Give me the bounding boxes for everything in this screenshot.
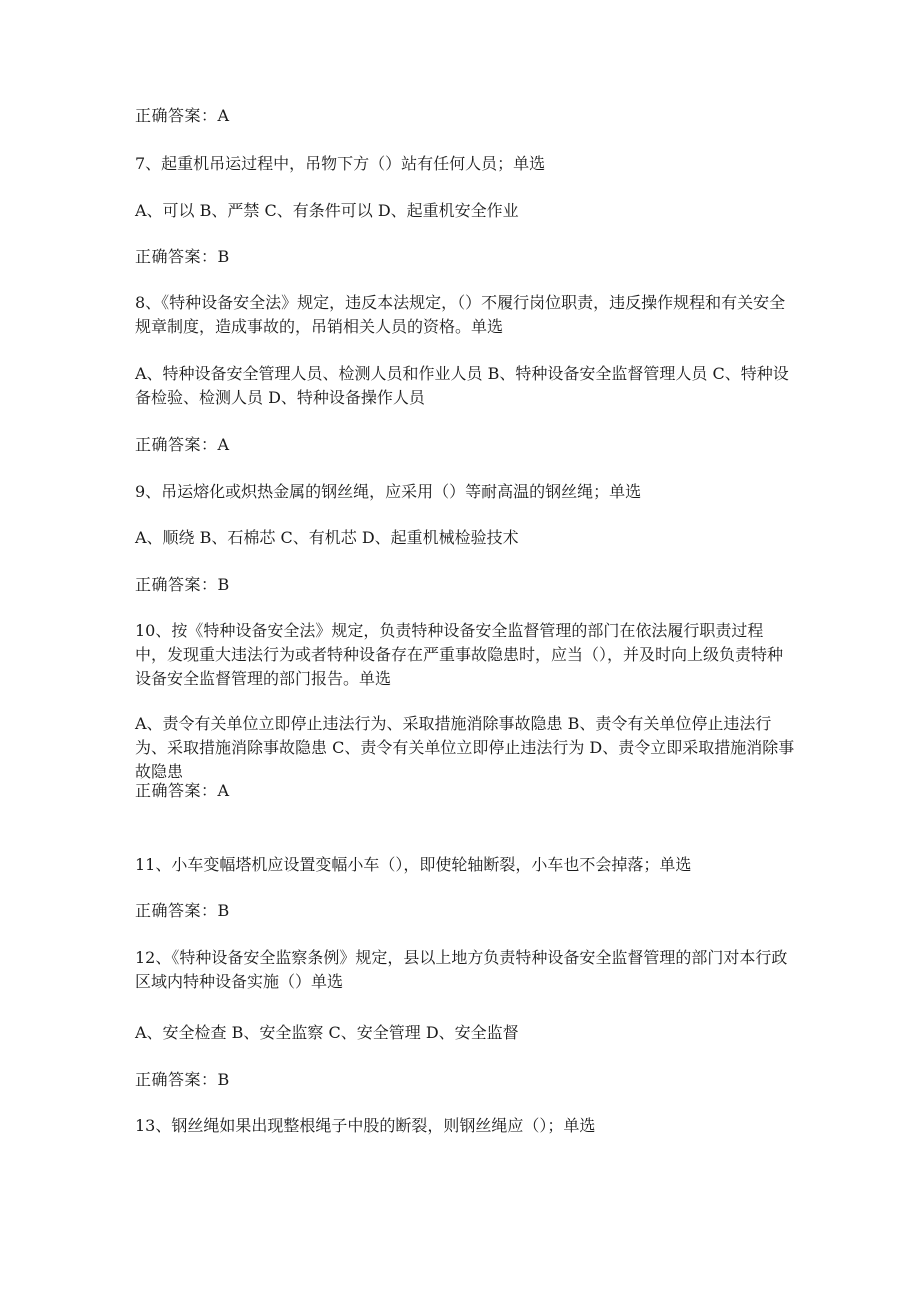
answer-11: 正确答案：B	[135, 901, 230, 920]
question-12: 12、《特种设备安全监察条例》规定，县以上地方负责特种设备安全监督管理的部门对本行政区域内特种设备实施（）单选	[135, 948, 788, 991]
question-7: 7、起重机吊运过程中，吊物下方（）站有任何人员；单选	[135, 154, 546, 173]
answer-10: 正确答案：A	[135, 781, 230, 800]
options-9: A、顺绕 B、石棉芯 C、有机芯 D、起重机械检验技术	[135, 528, 519, 547]
answer-line: 正确答案：A	[135, 106, 230, 125]
answer-9: 正确答案：B	[135, 575, 230, 594]
question-9: 9、吊运熔化或炽热金属的钢丝绳，应采用（）等耐高温的钢丝绳；单选	[135, 482, 642, 501]
question-13: 13、钢丝绳如果出现整根绳子中股的断裂，则钢丝绳应（）；单选	[135, 1116, 596, 1135]
options-7: A、可以 B、严禁 C、有条件可以 D、起重机安全作业	[135, 201, 519, 220]
options-8: A、特种设备安全管理人员、检测人员和作业人员 B、特种设备安全监督管理人员 C、特种设备检验、检测人员 D、特种设备操作人员	[135, 364, 789, 407]
options-10: A、责令有关单位立即停止违法行为、采取措施消除事故隐患 B、责令有关单位停止违法行为、采取措施消除事故隐患 C、责令有关单位立即停止违法行为 D、责令立即采取措施消除事故隐患	[135, 714, 795, 781]
answer-8: 正确答案：A	[135, 435, 230, 454]
question-8: 8、《特种设备安全法》规定，违反本法规定，（）不履行岗位职责，违反操作规程和有关安全规章制度，造成事故的，吊销相关人员的资格。单选	[135, 293, 786, 336]
options-12: A、安全检查 B、安全监察 C、安全管理 D、安全监督	[135, 1023, 519, 1042]
answer-12: 正确答案：B	[135, 1070, 230, 1089]
question-11: 11、小车变幅塔机应设置变幅小车（），即使轮轴断裂，小车也不会掉落；单选	[135, 855, 692, 874]
question-10: 10、按《特种设备安全法》规定，负责特种设备安全监督管理的部门在依法履行职责过程中，发现重大违法行为或者特种设备存在严重事故隐患时，应当（），并及时向上级负责特种设备安全监督管理的部门报告。单选	[135, 621, 784, 688]
answer-7: 正确答案：B	[135, 247, 230, 266]
